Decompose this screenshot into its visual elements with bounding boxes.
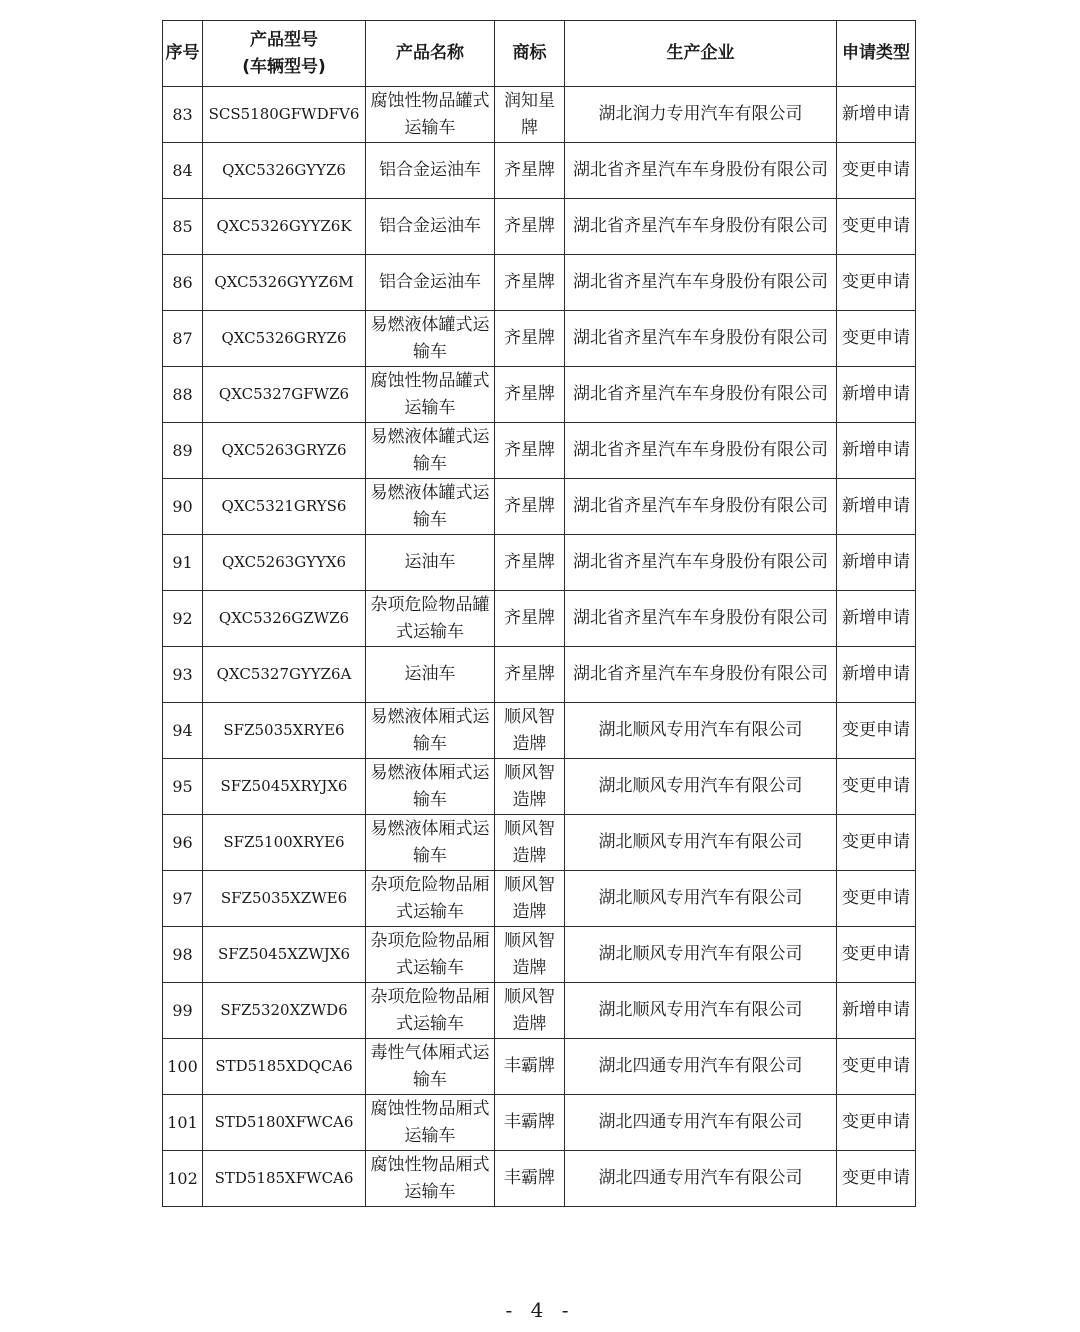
table-row xyxy=(163,871,916,927)
table-row xyxy=(163,759,916,815)
table-row xyxy=(163,591,916,647)
cell-name: 铝合金运油车 xyxy=(366,255,495,311)
table-row xyxy=(163,87,916,143)
cell-index: 94 xyxy=(163,703,203,759)
vehicle-product-table xyxy=(162,20,916,1207)
cell-index: 95 xyxy=(163,759,203,815)
cell-application-type: 新增申请 xyxy=(837,87,916,143)
cell-application-type: 变更申请 xyxy=(837,199,916,255)
cell-index: 90 xyxy=(163,479,203,535)
cell-name: 腐蚀性物品厢式运输车 xyxy=(366,1151,495,1207)
cell-model: SFZ5100XRYE6 xyxy=(203,815,366,871)
cell-brand: 润知星牌 xyxy=(495,87,565,143)
cell-model: SFZ5035XZWE6 xyxy=(203,871,366,927)
cell-index: 99 xyxy=(163,983,203,1039)
cell-manufacturer: 湖北四通专用汽车有限公司 xyxy=(565,1095,837,1151)
table-body xyxy=(163,87,916,1207)
header-application-type: 申请类型 xyxy=(837,21,916,87)
cell-manufacturer: 湖北省齐星汽车车身股份有限公司 xyxy=(565,199,837,255)
cell-index: 85 xyxy=(163,199,203,255)
cell-model: STD5185XDQCA6 xyxy=(203,1039,366,1095)
cell-manufacturer: 湖北顺风专用汽车有限公司 xyxy=(565,759,837,815)
cell-model: QXC5326GYYZ6 xyxy=(203,143,366,199)
cell-model: STD5185XFWCA6 xyxy=(203,1151,366,1207)
cell-manufacturer: 湖北省齐星汽车车身股份有限公司 xyxy=(565,367,837,423)
table-row xyxy=(163,1151,916,1207)
cell-index: 89 xyxy=(163,423,203,479)
cell-brand: 丰霸牌 xyxy=(495,1039,565,1095)
cell-name: 杂项危险物品罐式运输车 xyxy=(366,591,495,647)
header-model xyxy=(203,21,366,87)
cell-manufacturer: 湖北省齐星汽车车身股份有限公司 xyxy=(565,143,837,199)
cell-index: 83 xyxy=(163,87,203,143)
cell-application-type: 变更申请 xyxy=(837,311,916,367)
cell-name: 易燃液体厢式运输车 xyxy=(366,759,495,815)
cell-manufacturer: 湖北省齐星汽车车身股份有限公司 xyxy=(565,255,837,311)
cell-index: 102 xyxy=(163,1151,203,1207)
cell-brand: 齐星牌 xyxy=(495,591,565,647)
cell-manufacturer: 湖北省齐星汽车车身股份有限公司 xyxy=(565,423,837,479)
cell-name: 腐蚀性物品厢式运输车 xyxy=(366,1095,495,1151)
cell-manufacturer: 湖北顺风专用汽车有限公司 xyxy=(565,871,837,927)
cell-application-type: 新增申请 xyxy=(837,423,916,479)
cell-model: QXC5327GFWZ6 xyxy=(203,367,366,423)
cell-brand: 丰霸牌 xyxy=(495,1151,565,1207)
cell-brand: 齐星牌 xyxy=(495,367,565,423)
cell-brand: 齐星牌 xyxy=(495,311,565,367)
cell-application-type: 变更申请 xyxy=(837,1039,916,1095)
cell-application-type: 变更申请 xyxy=(837,927,916,983)
cell-model: QXC5326GYYZ6K xyxy=(203,199,366,255)
cell-index: 84 xyxy=(163,143,203,199)
cell-brand: 顺风智造牌 xyxy=(495,759,565,815)
cell-index: 91 xyxy=(163,535,203,591)
cell-model: SFZ5035XRYE6 xyxy=(203,703,366,759)
cell-name: 铝合金运油车 xyxy=(366,143,495,199)
cell-model: SFZ5320XZWD6 xyxy=(203,983,366,1039)
cell-model: QXC5327GYYZ6A xyxy=(203,647,366,703)
cell-application-type: 新增申请 xyxy=(837,479,916,535)
table-row xyxy=(163,423,916,479)
header-model-line1: 产品型号 xyxy=(250,29,318,50)
cell-brand: 丰霸牌 xyxy=(495,1095,565,1151)
table-row xyxy=(163,367,916,423)
cell-manufacturer: 湖北顺风专用汽车有限公司 xyxy=(565,927,837,983)
table-row xyxy=(163,703,916,759)
cell-index: 101 xyxy=(163,1095,203,1151)
cell-index: 88 xyxy=(163,367,203,423)
cell-manufacturer: 湖北省齐星汽车车身股份有限公司 xyxy=(565,535,837,591)
cell-name: 毒性气体厢式运输车 xyxy=(366,1039,495,1095)
cell-brand: 顺风智造牌 xyxy=(495,815,565,871)
header-name: 产品名称 xyxy=(366,21,495,87)
table-header-row xyxy=(163,21,916,87)
cell-application-type: 变更申请 xyxy=(837,143,916,199)
table-row xyxy=(163,535,916,591)
cell-index: 96 xyxy=(163,815,203,871)
cell-application-type: 变更申请 xyxy=(837,759,916,815)
cell-manufacturer: 湖北四通专用汽车有限公司 xyxy=(565,1039,837,1095)
cell-name: 铝合金运油车 xyxy=(366,199,495,255)
cell-model: SFZ5045XZWJX6 xyxy=(203,927,366,983)
cell-brand: 顺风智造牌 xyxy=(495,871,565,927)
cell-name: 杂项危险物品厢式运输车 xyxy=(366,983,495,1039)
table-row xyxy=(163,255,916,311)
cell-application-type: 变更申请 xyxy=(837,1095,916,1151)
table-row xyxy=(163,983,916,1039)
cell-model: SCS5180GFWDFV6 xyxy=(203,87,366,143)
cell-index: 93 xyxy=(163,647,203,703)
table-row xyxy=(163,647,916,703)
cell-index: 97 xyxy=(163,871,203,927)
cell-brand: 齐星牌 xyxy=(495,479,565,535)
table-row xyxy=(163,143,916,199)
cell-index: 98 xyxy=(163,927,203,983)
cell-name: 运油车 xyxy=(366,647,495,703)
cell-application-type: 变更申请 xyxy=(837,871,916,927)
cell-brand: 齐星牌 xyxy=(495,199,565,255)
cell-name: 易燃液体罐式运输车 xyxy=(366,423,495,479)
cell-brand: 顺风智造牌 xyxy=(495,927,565,983)
cell-name: 易燃液体厢式运输车 xyxy=(366,703,495,759)
cell-brand: 齐星牌 xyxy=(495,255,565,311)
cell-manufacturer: 湖北四通专用汽车有限公司 xyxy=(565,1151,837,1207)
header-index: 序号 xyxy=(163,21,203,87)
cell-manufacturer: 湖北润力专用汽车有限公司 xyxy=(565,87,837,143)
cell-model: QXC5263GYYX6 xyxy=(203,535,366,591)
table-row xyxy=(163,927,916,983)
cell-index: 92 xyxy=(163,591,203,647)
table-row xyxy=(163,1095,916,1151)
cell-brand: 齐星牌 xyxy=(495,143,565,199)
cell-application-type: 新增申请 xyxy=(837,983,916,1039)
cell-model: QXC5326GRYZ6 xyxy=(203,311,366,367)
cell-brand: 齐星牌 xyxy=(495,535,565,591)
cell-name: 腐蚀性物品罐式运输车 xyxy=(366,367,495,423)
cell-manufacturer: 湖北顺风专用汽车有限公司 xyxy=(565,703,837,759)
table-row xyxy=(163,199,916,255)
cell-model: QXC5326GZWZ6 xyxy=(203,591,366,647)
cell-brand: 顺风智造牌 xyxy=(495,983,565,1039)
cell-model: QXC5263GRYZ6 xyxy=(203,423,366,479)
cell-name: 杂项危险物品厢式运输车 xyxy=(366,871,495,927)
table-row xyxy=(163,815,916,871)
cell-model: SFZ5045XRYJX6 xyxy=(203,759,366,815)
cell-brand: 顺风智造牌 xyxy=(495,703,565,759)
header-manufacturer: 生产企业 xyxy=(565,21,837,87)
cell-manufacturer: 湖北省齐星汽车车身股份有限公司 xyxy=(565,591,837,647)
cell-name: 易燃液体罐式运输车 xyxy=(366,311,495,367)
cell-manufacturer: 湖北省齐星汽车车身股份有限公司 xyxy=(565,647,837,703)
cell-name: 腐蚀性物品罐式运输车 xyxy=(366,87,495,143)
cell-name: 杂项危险物品厢式运输车 xyxy=(366,927,495,983)
cell-model: QXC5321GRYS6 xyxy=(203,479,366,535)
header-brand: 商标 xyxy=(495,21,565,87)
cell-brand: 齐星牌 xyxy=(495,423,565,479)
cell-application-type: 新增申请 xyxy=(837,591,916,647)
cell-name: 易燃液体罐式运输车 xyxy=(366,479,495,535)
table-row xyxy=(163,311,916,367)
cell-application-type: 变更申请 xyxy=(837,1151,916,1207)
cell-manufacturer: 湖北省齐星汽车车身股份有限公司 xyxy=(565,311,837,367)
cell-model: STD5180XFWCA6 xyxy=(203,1095,366,1151)
cell-manufacturer: 湖北顺风专用汽车有限公司 xyxy=(565,983,837,1039)
cell-application-type: 变更申请 xyxy=(837,255,916,311)
cell-application-type: 变更申请 xyxy=(837,703,916,759)
cell-index: 86 xyxy=(163,255,203,311)
cell-model: QXC5326GYYZ6M xyxy=(203,255,366,311)
header-model-line2: (车辆型号) xyxy=(242,56,326,77)
cell-index: 87 xyxy=(163,311,203,367)
cell-brand: 齐星牌 xyxy=(495,647,565,703)
cell-index: 100 xyxy=(163,1039,203,1095)
cell-application-type: 新增申请 xyxy=(837,647,916,703)
table-row xyxy=(163,1039,916,1095)
cell-application-type: 新增申请 xyxy=(837,535,916,591)
cell-application-type: 新增申请 xyxy=(837,367,916,423)
cell-manufacturer: 湖北顺风专用汽车有限公司 xyxy=(565,815,837,871)
cell-application-type: 变更申请 xyxy=(837,815,916,871)
page-number: - 4 - xyxy=(505,1298,575,1322)
table-row xyxy=(163,479,916,535)
cell-manufacturer: 湖北省齐星汽车车身股份有限公司 xyxy=(565,479,837,535)
cell-name: 易燃液体厢式运输车 xyxy=(366,815,495,871)
cell-name: 运油车 xyxy=(366,535,495,591)
